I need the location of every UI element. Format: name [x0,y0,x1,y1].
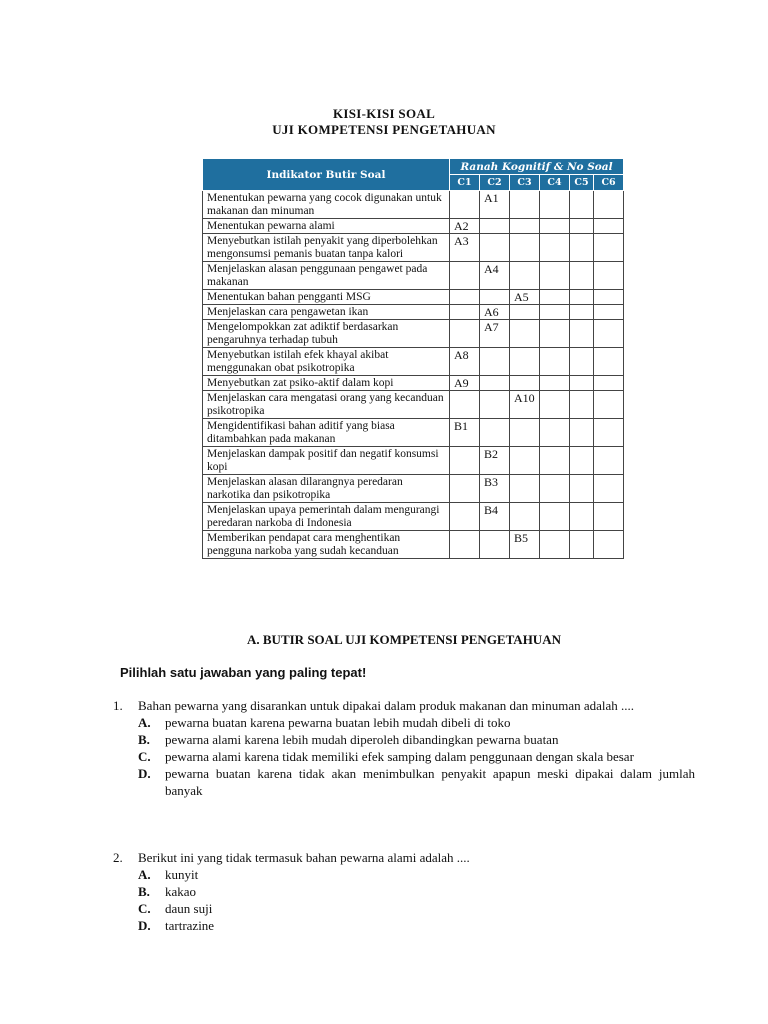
option-c [138,748,695,765]
indicator-cell: Mengelompokkan zat adiktif berdasarkan pengaruhnya terhadap tubuh [203,320,450,348]
question-number-cell [450,503,480,531]
header-level: C1 [450,175,480,191]
question-number-cell [540,234,570,262]
question-number-cell [594,348,624,376]
question-number-cell [480,391,510,419]
indicator-cell: Menyebutkan istilah penyakit yang diperbolehkan mengonsumsi pemanis buatan tanpa kalori [203,234,450,262]
question-number-cell [450,290,480,305]
option-b [138,731,695,748]
option-letter: C. [138,749,151,764]
question-number-cell: A8 [450,348,480,376]
question-number-cell [510,262,540,290]
question-number-cell [510,376,540,391]
question-stem: Berikut ini yang tidak termasuk bahan pewarna alami adalah .... [138,850,470,865]
table-row [203,391,624,419]
question-number-cell [450,305,480,320]
question-number-cell [570,348,594,376]
option-text: pewarna buatan karena pewarna buatan lebih mudah dibeli di toko [165,715,511,730]
question-number-cell [540,191,570,219]
question-number: 1. [113,698,123,713]
option-text: daun suji [165,901,213,916]
option-text: tartrazine [165,918,215,933]
question-number-cell [570,419,594,447]
question-number-cell [540,376,570,391]
question-number-cell [480,531,510,559]
option-letter: D. [138,766,151,781]
indicator-cell: Menyebutkan istilah efek khayal akibat menggunakan obat psikotropika [203,348,450,376]
question-number-cell [510,348,540,376]
question-number-cell [594,191,624,219]
question-number-cell [510,419,540,447]
option-c [138,900,695,917]
indicator-cell: Menentukan pewarna alami [203,219,450,234]
option-a [138,866,695,883]
option-text: kunyit [165,867,199,882]
question-number-cell [570,376,594,391]
table-row [203,503,624,531]
question-number-cell: A7 [480,320,510,348]
question-number-cell [570,234,594,262]
question-number-cell [594,391,624,419]
indicator-cell: Menjelaskan cara pengawetan ikan [203,305,450,320]
question-number-cell [480,376,510,391]
question-number-cell [450,320,480,348]
question-number-cell [594,531,624,559]
question-number-cell [594,262,624,290]
question-number-cell [480,234,510,262]
question-number-cell [540,503,570,531]
question-number-cell [540,320,570,348]
question-number-cell [594,475,624,503]
question-number-cell [450,391,480,419]
question-number-cell [570,391,594,419]
question-number-cell [540,531,570,559]
question-number-cell [570,219,594,234]
indicator-cell: Memberikan pendapat cara menghentikan pengguna narkoba yang sudah kecanduan [203,531,450,559]
header-level: C2 [480,175,510,191]
indicator-cell: Mengidentifikasi bahan aditif yang biasa ditambahkan pada makanan [203,419,450,447]
option-letter: D. [138,918,151,933]
section-title: A. BUTIR SOAL UJI KOMPETENSI PENGETAHUAN [247,632,561,647]
indicator-cell: Menyebutkan zat psiko-aktif dalam kopi [203,376,450,391]
option-text: pewarna alami karena tidak memiliki efek samping dalam penggunaan dengan skala besar [165,749,634,764]
document-subtitle: UJI KOMPETENSI PENGETAHUAN [272,122,496,137]
question-number-cell: A10 [510,391,540,419]
indicator-cell: Menjelaskan upaya pemerintah dalam mengurangi peredaran narkoba di Indonesia [203,503,450,531]
question-number-cell [540,305,570,320]
question-number-cell [480,348,510,376]
question-number-cell [570,531,594,559]
option-b [138,883,695,900]
kisi-table-body [203,191,624,559]
question-number-cell: B2 [480,447,510,475]
question-number-cell: B5 [510,531,540,559]
option-text: pewarna buatan karena tidak akan menimbulkan penyakit apapun meski dipakai dalam jumlah banyak [165,766,695,798]
header-level: C5 [570,175,594,191]
question-number-cell [510,219,540,234]
question-number-cell [594,447,624,475]
question-number-cell [450,447,480,475]
header-ranah: Ranah Kognitif & No Soal [450,159,624,175]
question-number-cell [540,290,570,305]
question-number-cell [570,447,594,475]
question-number-cell [450,531,480,559]
question-2 [113,849,695,934]
header-level: C3 [510,175,540,191]
question-number-cell [594,419,624,447]
instruction: Pilihlah satu jawaban yang paling tepat! [120,665,367,680]
question-number-cell [540,219,570,234]
question-number-cell [594,376,624,391]
question-number-cell [540,262,570,290]
question-number-cell [540,348,570,376]
table-row [203,290,624,305]
indicator-cell: Menjelaskan cara mengatasi orang yang kecanduan psikotropika [203,391,450,419]
question-number-cell: A9 [450,376,480,391]
question-number-cell: A2 [450,219,480,234]
indicator-cell: Menjelaskan dampak positif dan negatif konsumsi kopi [203,447,450,475]
question-stem: Bahan pewarna yang disarankan untuk dipakai dalam produk makanan dan minuman adalah .... [138,698,635,713]
table-row [203,219,624,234]
table-row [203,262,624,290]
table-row [203,191,624,219]
table-row [203,531,624,559]
table-row [203,376,624,391]
question-number-cell [540,391,570,419]
question-number-cell: A1 [480,191,510,219]
table-row [203,447,624,475]
question-number-cell: A5 [510,290,540,305]
question-number-cell [540,475,570,503]
option-text: pewarna alami karena lebih mudah diperoleh dibandingkan pewarna buatan [165,732,559,747]
option-d [138,917,695,934]
question-number-cell [510,320,540,348]
question-number-cell: A6 [480,305,510,320]
question-number-cell [510,447,540,475]
question-number-cell [570,290,594,305]
question-number-cell [540,419,570,447]
question-number-cell [450,475,480,503]
question-number-cell [594,305,624,320]
question-number-cell [510,191,540,219]
question-number-cell [540,447,570,475]
option-a [138,714,695,731]
question-number-cell [510,234,540,262]
indicator-cell: Menjelaskan alasan penggunaan pengawet pada makanan [203,262,450,290]
question-number-cell [480,290,510,305]
question-number-cell [510,475,540,503]
header-level: C6 [594,175,624,191]
question-number-cell [510,503,540,531]
indicator-cell: Menentukan pewarna yang cocok digunakan untuk makanan dan minuman [203,191,450,219]
question-number-cell [480,219,510,234]
question-number-cell [570,262,594,290]
question-number-cell: A4 [480,262,510,290]
question-number-cell [594,234,624,262]
question-number-cell [510,305,540,320]
question-number-cell: B4 [480,503,510,531]
question-number-cell [570,191,594,219]
option-letter: B. [138,884,150,899]
table-row [203,234,624,262]
indicator-cell: Menentukan bahan pengganti MSG [203,290,450,305]
question-number-cell: B1 [450,419,480,447]
table-row [203,305,624,320]
table-row [203,419,624,447]
document-title: KISI-KISI SOAL [332,106,436,121]
option-text: kakao [165,884,197,899]
question-number-cell [594,219,624,234]
header-level: C4 [540,175,570,191]
question-number-cell [570,305,594,320]
option-letter: A. [138,715,151,730]
question-number-cell [594,290,624,305]
table-row [203,348,624,376]
kisi-table [202,158,624,559]
question-number-cell [480,419,510,447]
option-letter: A. [138,867,151,882]
question-number-cell: A3 [450,234,480,262]
table-row [203,475,624,503]
question-number-cell [450,191,480,219]
question-number-cell [450,262,480,290]
option-d [138,765,695,799]
question-number-cell [570,475,594,503]
option-letter: B. [138,732,150,747]
question-number-cell [570,320,594,348]
question-number-cell [594,320,624,348]
question-number-cell [594,503,624,531]
option-letter: C. [138,901,151,916]
header-indicator: Indikator Butir Soal [203,159,450,191]
table-row [203,320,624,348]
question-number-cell [570,503,594,531]
question-number-cell: B3 [480,475,510,503]
question-number: 2. [113,850,123,865]
question-1 [113,697,695,799]
indicator-cell: Menjelaskan alasan dilarangnya peredaran narkotika dan psikotropika [203,475,450,503]
